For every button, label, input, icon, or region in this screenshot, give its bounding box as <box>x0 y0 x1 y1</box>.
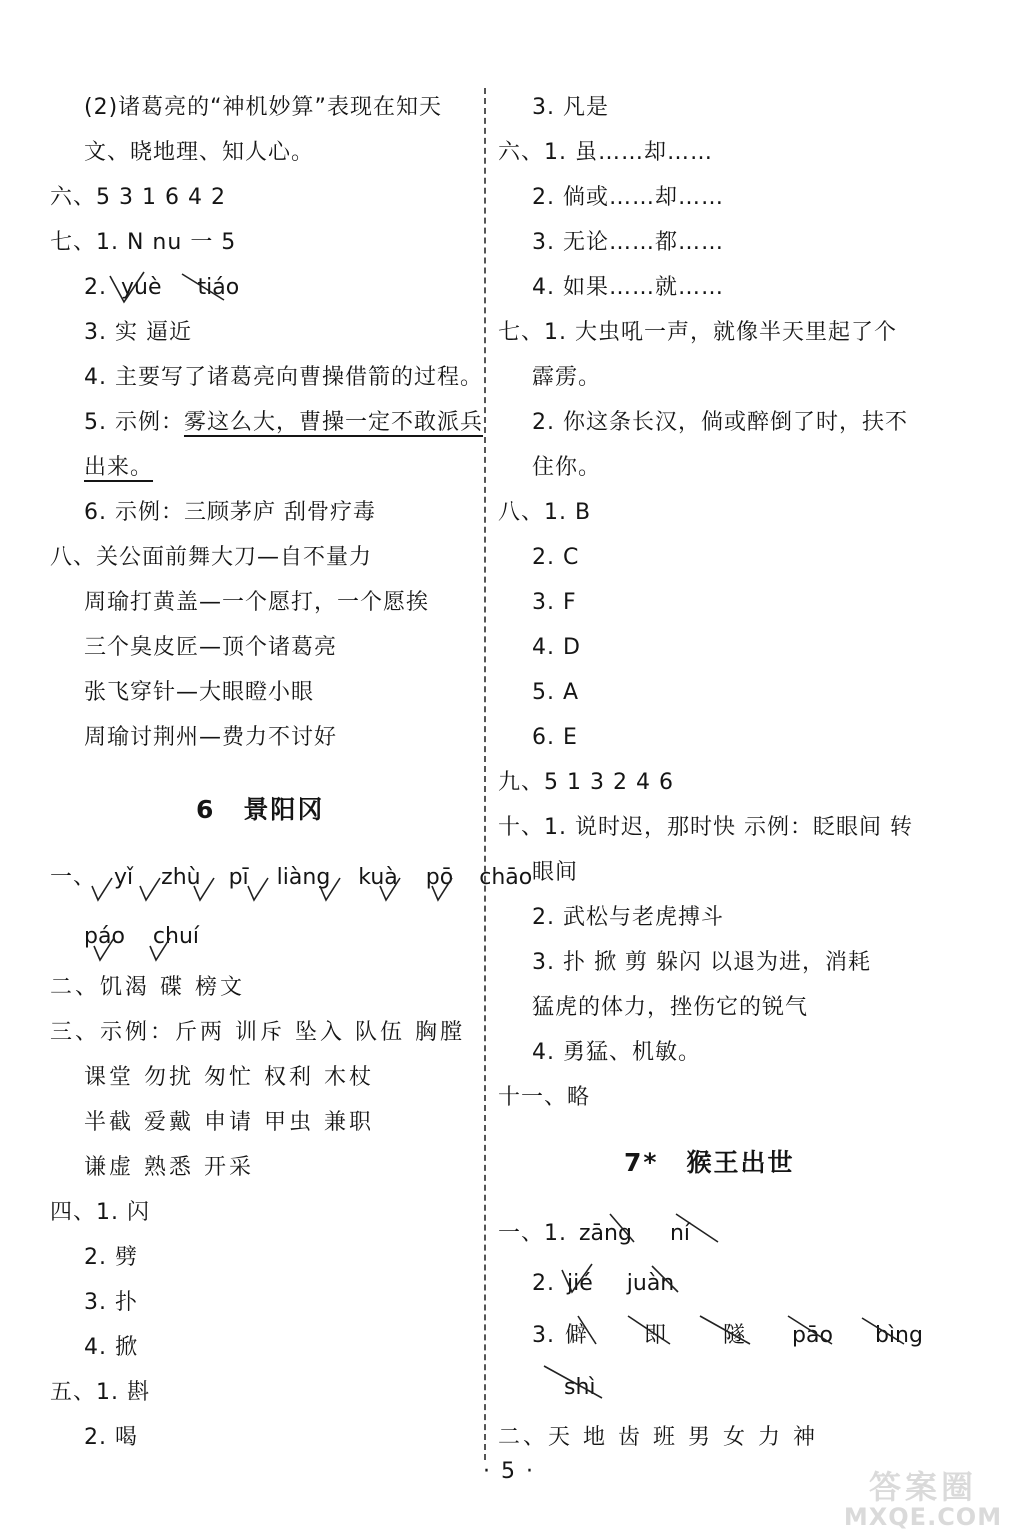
answer-line: 6. 示例：三顾茅庐 刮骨疗毒 <box>84 500 376 525</box>
question-number: 一、1. <box>498 1221 567 1246</box>
answer-line: 4. 主要写了诸葛亮向曹操借箭的过程。 <box>84 365 483 390</box>
answer-line: 6. E <box>532 725 578 750</box>
answer-line: 十、1. 说时迟，那时快 示例：眨眼间 转 <box>498 815 913 840</box>
lesson-title <box>624 1148 794 1178</box>
pinyin-line <box>564 1374 596 1402</box>
pinyin-word: bìng <box>874 1323 923 1348</box>
answer-line: 二、饥渴 碟 榜文 <box>50 975 245 1000</box>
item-number: 3. <box>532 1323 555 1348</box>
pinyin-word: shì <box>564 1375 596 1400</box>
pinyin-word: jié <box>567 1271 593 1296</box>
answer-line: 猛虎的体力，挫伤它的锐气 <box>532 995 809 1020</box>
answer-line: 2. C <box>532 545 580 570</box>
pinyin-word: tiáo <box>197 275 240 300</box>
underlined-sentence: 出来。 <box>84 455 154 480</box>
pinyin-word: zhù <box>161 865 201 890</box>
pinyin-line <box>532 1322 923 1350</box>
answer-line: 4. 勇猛、机敏。 <box>532 1040 701 1065</box>
lesson-number: 6 <box>196 795 216 824</box>
answer-char: 即 <box>644 1323 668 1348</box>
answer-line: 五、1. 斟 <box>50 1380 150 1405</box>
page-number: · 5 · <box>483 1459 535 1484</box>
pinyin-word: pāo <box>792 1323 833 1348</box>
answer-line: 2. 武松与老虎搏斗 <box>532 905 724 930</box>
answer-line: 七、1. N nu 一 5 <box>50 230 237 255</box>
answer-line: 六、1. 虽……却…… <box>498 140 713 165</box>
answer-char: 僻 <box>565 1323 589 1348</box>
answer-line: 四、1. 闪 <box>50 1200 150 1225</box>
pinyin-line <box>50 864 532 892</box>
answer-line: 2. 你这条长汉，倘或醉倒了时，扶不 <box>532 410 908 435</box>
pinyin-line <box>84 274 239 302</box>
underlined-sentence: 雾这么大，曹操一定不敢派兵 <box>183 410 483 435</box>
answer-line: 周瑜打黄盖—一个愿打，一个愿挨 <box>84 590 430 615</box>
lesson-title <box>196 795 324 825</box>
pinyin-line <box>532 1270 674 1298</box>
pinyin-word: chāo <box>479 865 533 890</box>
answer-line: 3. 无论……都…… <box>532 230 724 255</box>
answer-line: 3. F <box>532 590 577 615</box>
pinyin-word: yǐ <box>114 865 134 890</box>
answer-line: 2. 劈 <box>84 1245 138 1270</box>
example-label: 5. 示例： <box>84 410 184 435</box>
answer-line: 三个臭皮匠—顶个诸葛亮 <box>84 635 338 660</box>
pinyin-line <box>498 1220 690 1248</box>
pinyin-word: páo <box>84 924 125 949</box>
answer-line: 六、5 3 1 6 4 2 <box>50 185 226 210</box>
answer-line: 周瑜讨荆州—费力不讨好 <box>84 725 338 750</box>
watermark-logo: 答案圈 MXQE.COM <box>843 1468 1003 1531</box>
question-number: 一、 <box>50 865 97 890</box>
answer-line: 4. 如果……就…… <box>532 275 724 300</box>
answer-line: (2)诸葛亮的“神机妙算”表现在知天 <box>84 95 442 120</box>
answer-line <box>84 454 153 482</box>
pinyin-word: kuà <box>358 865 398 890</box>
answer-line: 眼间 <box>532 860 579 885</box>
answer-line: 3. 扑 <box>84 1290 138 1315</box>
item-number: 2. <box>532 1271 555 1296</box>
answer-line <box>84 409 483 437</box>
answer-line: 3. 扑 掀 剪 躲闪 以退为进，消耗 <box>532 950 871 975</box>
pinyin-word: ní <box>669 1221 690 1246</box>
answer-line: 3. 凡是 <box>532 95 609 120</box>
column-divider <box>484 88 486 1460</box>
answer-line: 九、5 1 3 2 4 6 <box>498 770 674 795</box>
answer-line: 八、关公面前舞大刀—自不量力 <box>50 545 373 570</box>
pinyin-word: pō <box>425 865 454 890</box>
pinyin-word: pī <box>228 865 249 890</box>
answer-line: 十一、略 <box>498 1085 591 1110</box>
answer-line: 住你。 <box>532 455 602 480</box>
answer-line: 4. D <box>532 635 581 660</box>
pinyin-word: chuí <box>152 924 200 949</box>
lesson-name: 景阳冈 <box>243 795 325 824</box>
item-number: 2. <box>84 275 107 300</box>
answer-line: 5. A <box>532 680 580 705</box>
pinyin-word: liàng <box>276 865 331 890</box>
answer-line: 半截 爱戴 申请 甲虫 兼职 <box>84 1110 374 1135</box>
lesson-number: 7* <box>624 1148 659 1177</box>
pinyin-line <box>84 923 199 951</box>
answer-line: 课堂 勿扰 匆忙 权利 木杖 <box>84 1065 374 1090</box>
answer-line: 3. 实 逼近 <box>84 320 192 345</box>
answer-line: 霹雳。 <box>532 365 602 390</box>
pinyin-word: yuè <box>121 275 162 300</box>
pinyin-word: zāng <box>579 1221 632 1246</box>
answer-line: 4. 掀 <box>84 1335 138 1360</box>
answer-line: 八、1. B <box>498 500 592 525</box>
answer-line: 七、1. 大虫吼一声，就像半天里起了个 <box>498 320 897 345</box>
answer-line: 张飞穿针—大眼瞪小眼 <box>84 680 315 705</box>
lesson-name: 猴王出世 <box>686 1148 795 1177</box>
answer-line: 2. 倘或……却…… <box>532 185 724 210</box>
answer-line: 谦虚 熟悉 开采 <box>84 1155 254 1180</box>
answer-line: 文、晓地理、知人心。 <box>84 140 315 165</box>
pinyin-word: juàn <box>626 1271 675 1296</box>
answer-line: 三、示例：斤两 训斥 坠入 队伍 胸膛 <box>50 1020 465 1045</box>
answer-char: 隧 <box>723 1323 747 1348</box>
answer-line: 2. 喝 <box>84 1425 138 1450</box>
answer-line: 二、天 地 齿 班 男 女 力 神 <box>498 1425 818 1450</box>
